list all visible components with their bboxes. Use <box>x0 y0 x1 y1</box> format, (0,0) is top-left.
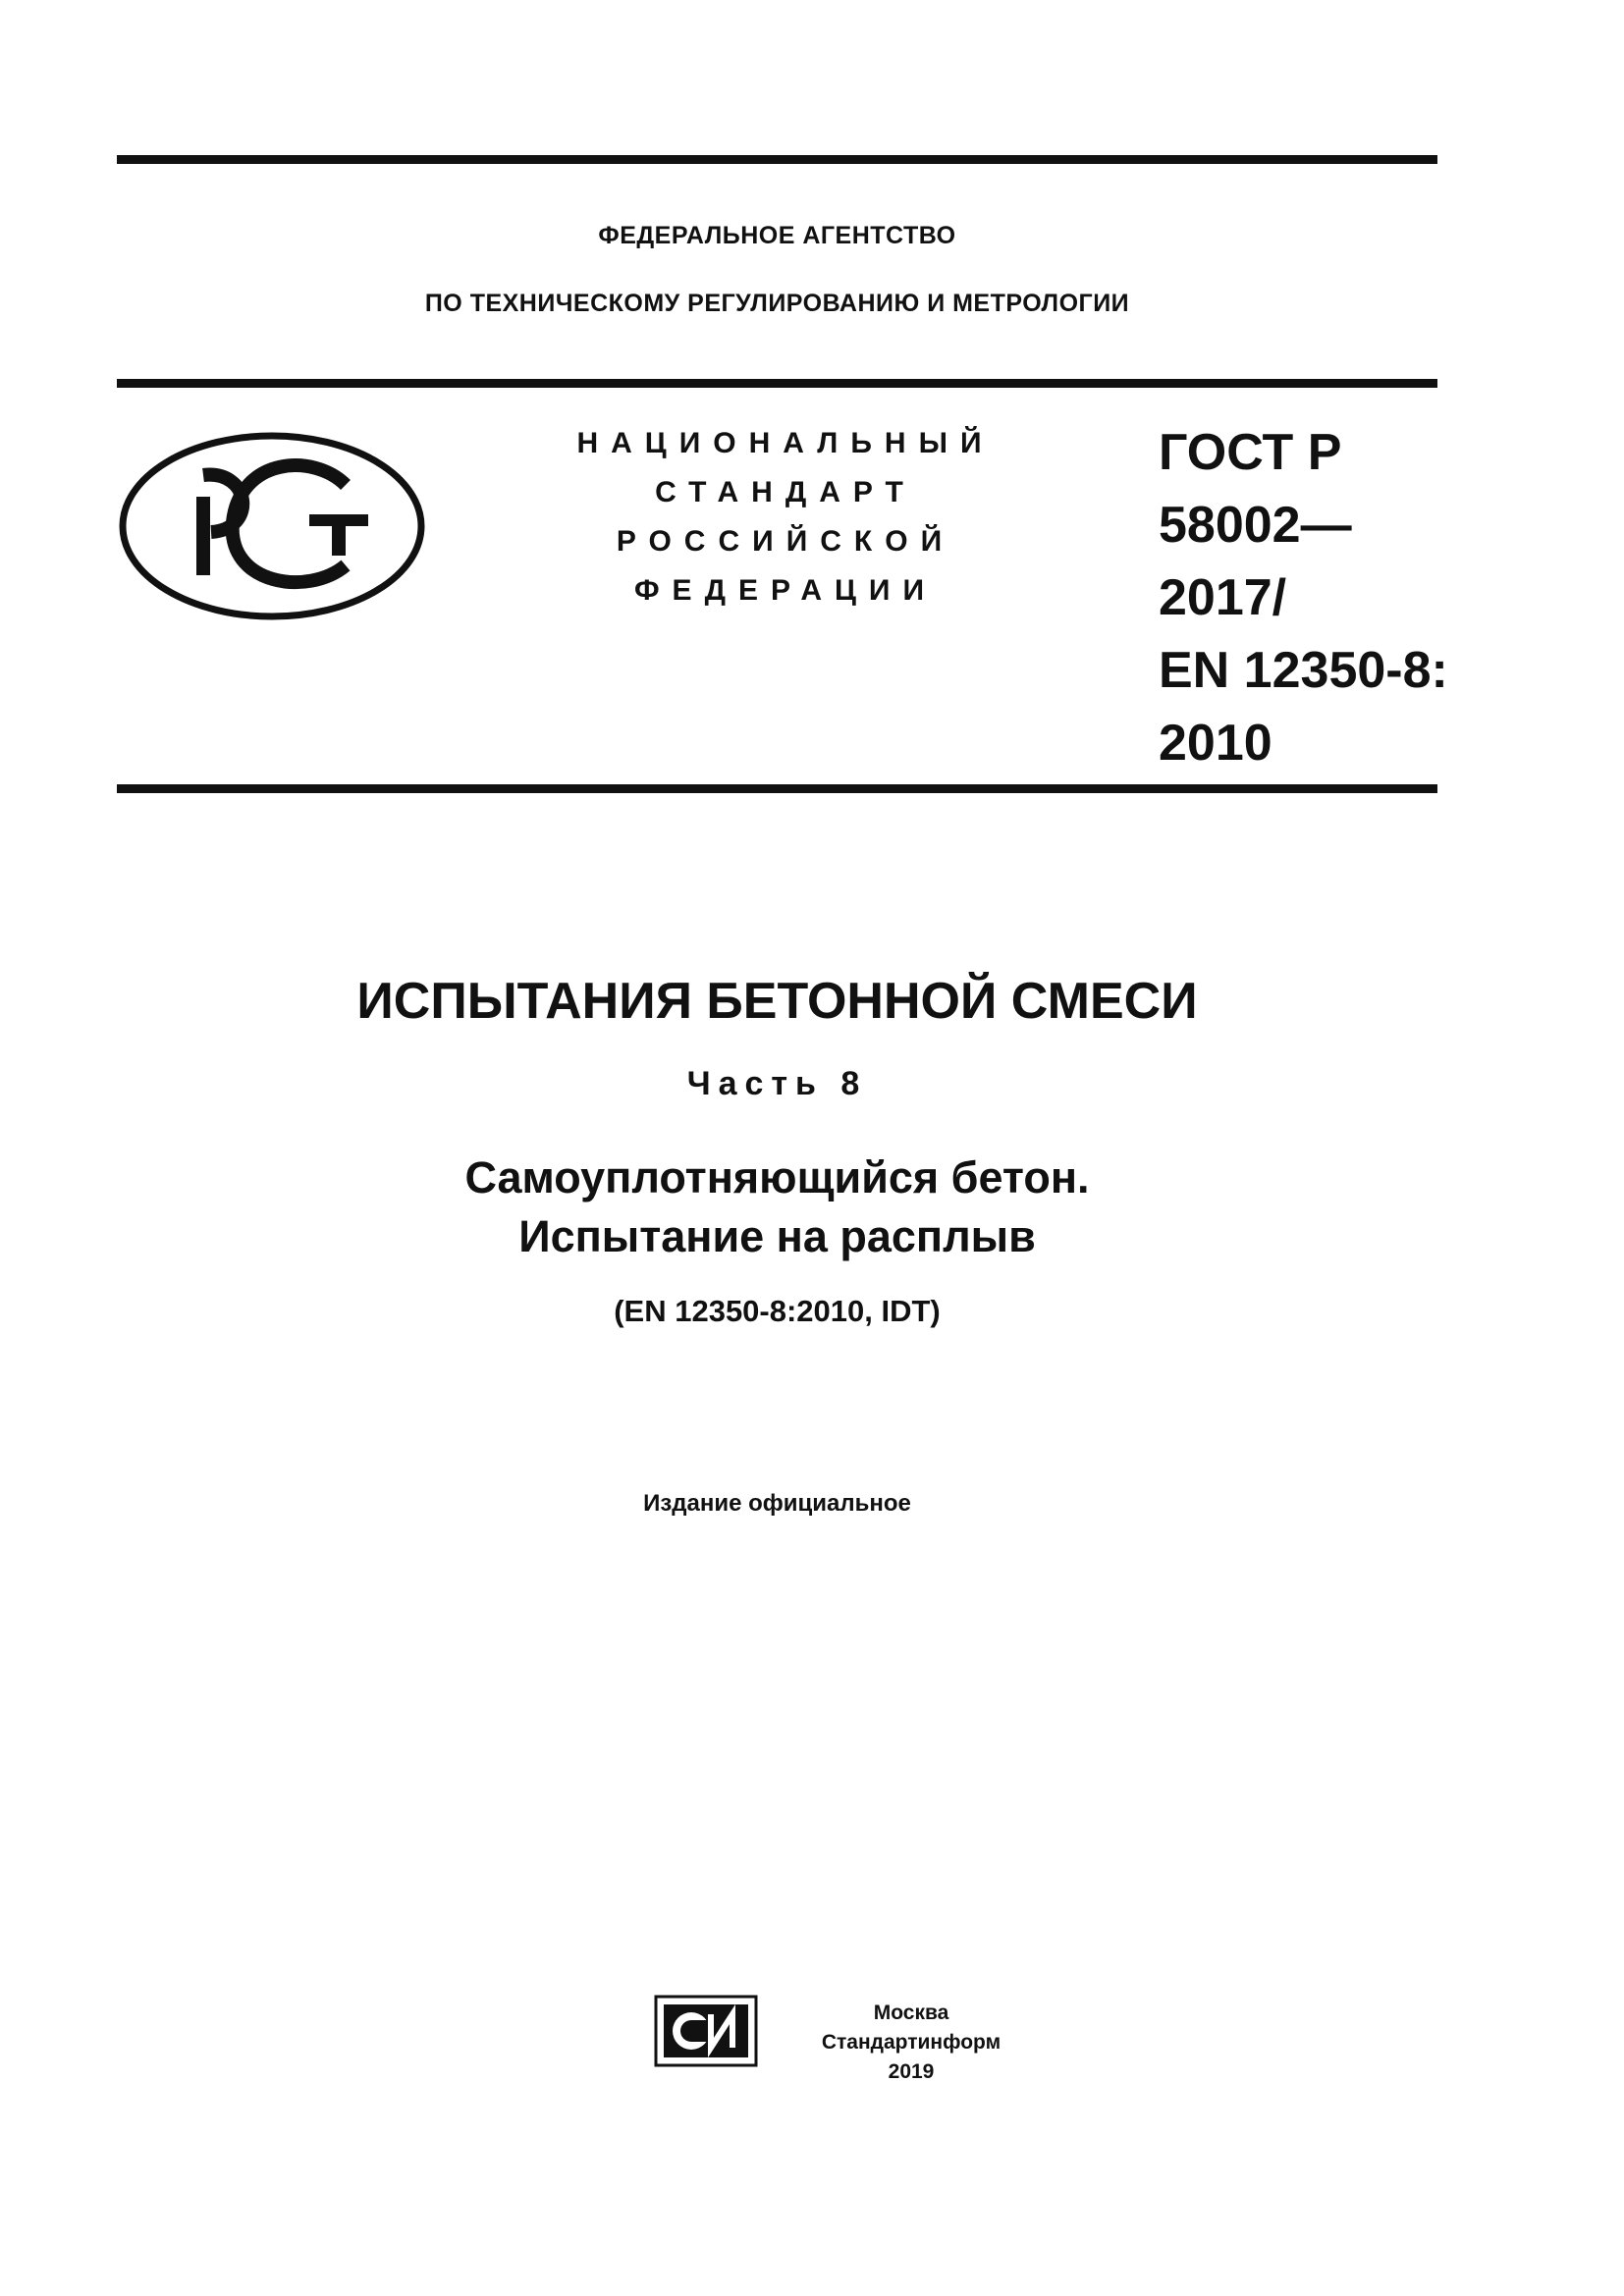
designation-line-4: EN 12350-8: <box>1159 642 1448 699</box>
edition-label: Издание официальное <box>643 1490 911 1517</box>
publisher-name: Стандартинформ <box>821 2031 1001 2054</box>
designation-rule <box>117 784 1437 793</box>
publisher-city: Москва <box>873 2002 949 2024</box>
equivalence-note: (EN 12350-8:2010, IDT) <box>614 1294 941 1328</box>
rst-logo-icon <box>117 428 433 624</box>
agency-line-2: ПО ТЕХНИЧЕСКОМУ РЕГУЛИРОВАНИЮ И МЕТРОЛОГИИ <box>424 290 1130 317</box>
document-part: Часть 8 <box>686 1065 868 1102</box>
standard-designation <box>1159 416 1448 779</box>
designation-line-1: ГОСТ Р <box>1159 424 1342 481</box>
document-title: ИСПЫТАНИЯ БЕТОННОЙ СМЕСИ <box>356 973 1198 1030</box>
national-line-2: СТАНДАРТ <box>655 476 916 508</box>
publisher-year: 2019 <box>888 2060 935 2083</box>
designation-line-2: 58002— <box>1159 497 1352 554</box>
standartinform-logo-icon <box>654 1995 762 2071</box>
national-line-3: РОССИЙСКОЙ <box>616 525 955 558</box>
subtitle-line-2: Испытание на расплыв <box>518 1211 1036 1261</box>
agency-line-1: ФЕДЕРАЛЬНОЕ АГЕНТСТВО <box>598 222 956 249</box>
national-line-4: ФЕДЕРАЦИИ <box>633 574 938 607</box>
subtitle-line-1: Самоуплотняющийся бетон. <box>464 1152 1090 1202</box>
publisher-info <box>813 1999 1009 2087</box>
national-line-1: НАЦИОНАЛЬНЫЙ <box>576 427 995 459</box>
top-rule <box>117 155 1437 164</box>
national-standard-label <box>550 419 1021 615</box>
header-rule <box>117 379 1437 388</box>
document-subtitle <box>0 1148 1554 1266</box>
designation-line-3: 2017/ <box>1159 569 1287 626</box>
designation-line-5: 2010 <box>1159 715 1272 772</box>
